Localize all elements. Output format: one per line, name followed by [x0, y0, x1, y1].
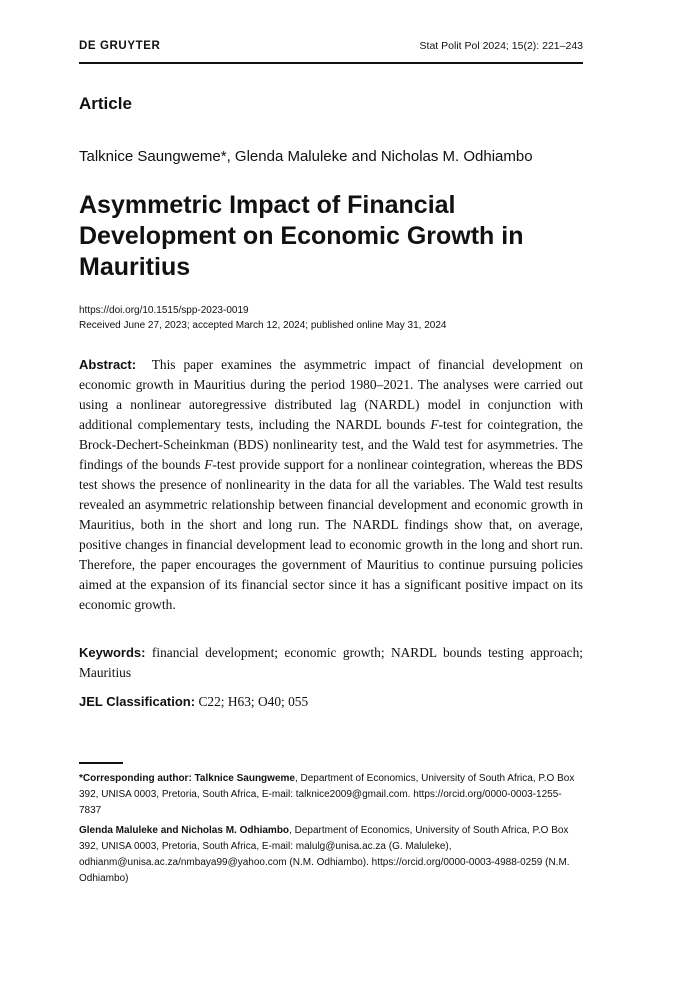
publication-dates: Received June 27, 2023; accepted March 12, 2024; published online May 31, 2024	[79, 320, 447, 331]
jel-codes: C22; H63; O40; 055	[198, 694, 309, 709]
corresponding-author-label: *Corresponding author: Talknice Saungweme	[79, 773, 295, 784]
abstract-label: Abstract:	[79, 357, 137, 372]
keywords-text: financial development; economic growth; NARDL bounds testing approach; Mauritius	[79, 645, 583, 680]
author-list: Talknice Saungweme*, Glenda Maluleke and Nicholas M. Odhiambo	[79, 148, 533, 165]
publisher-name: DE GRUYTER	[79, 40, 161, 52]
footnote-divider	[79, 762, 123, 764]
coauthors-footnote	[79, 823, 583, 887]
abstract-text-1: This paper examines the asymmetric impact of financial development on economic growth in Mauritius during the period 1980–2021. The analyses were carried out using a nonlinear autoregressive distributed lag (NARDL) model in conjunction with additional complementary tests, including the NARDL bounds	[79, 357, 583, 432]
abstract-text-2: -test for cointegration, the Brock-Dechert-Scheinkman (BDS) nonlinearity test, and the Wald test for asymmetries. The findings of the bounds	[79, 417, 583, 472]
page-header	[79, 40, 583, 64]
keywords	[79, 643, 583, 683]
journal-reference: Stat Polit Pol 2024; 15(2): 221–243	[419, 40, 583, 52]
abstract-f-symbol-2: F	[204, 457, 213, 472]
abstract	[79, 355, 583, 615]
article-type-label: Article	[79, 94, 132, 113]
corresponding-author-details: , Department of Economics, University of South Africa, P.O Box 392, UNISA 0003, Pretoria, South Africa, E-mail: talknice2009@gmail.com. https://orcid.org/0000-0003-1255-7837	[79, 773, 575, 816]
abstract-text-3: -test provide support for a nonlinear cointegration, whereas the BDS test shows the presence of nonlinearity in the data for all the variables. The Wald test results revealed an asymmetric relationship between financial development and economic growth in Mauritius, both in the short and long run. The NARDL findings show that, on average, positive changes in financial development lead to economic growth in the long and short run. Therefore, the paper encourages the government of Mauritius to continue pursuing policies aimed at the expansion of its financial sector since it has a significant positive impact on its economic growth.	[79, 457, 584, 612]
doi-link[interactable]: https://doi.org/10.1515/spp-2023-0019	[79, 305, 249, 316]
publication-info	[79, 303, 583, 333]
coauthors-details: , Department of Economics, University of South Africa, P.O Box 392, UNISA 0003, Pretoria, South Africa, E-mail: malulg@unisa.ac.za (G. Maluleke), odhianm@unisa.ac.za/nmbaya99@yahoo.com (N.M. Odhiambo). https://orcid.org/0000-0003-4988-0259 (N.M. Odhiambo)	[79, 825, 570, 884]
abstract-f-symbol-1: F	[430, 417, 439, 432]
coauthors-label: Glenda Maluleke and Nicholas M. Odhiambo	[79, 825, 290, 836]
jel-label: JEL Classification:	[79, 694, 196, 709]
corresponding-author-footnote	[79, 771, 583, 819]
keywords-label: Keywords:	[79, 645, 146, 660]
jel-classification	[79, 692, 583, 712]
article-title: Asymmetric Impact of Financial Development on Economic Growth in Mauritius	[79, 191, 524, 281]
